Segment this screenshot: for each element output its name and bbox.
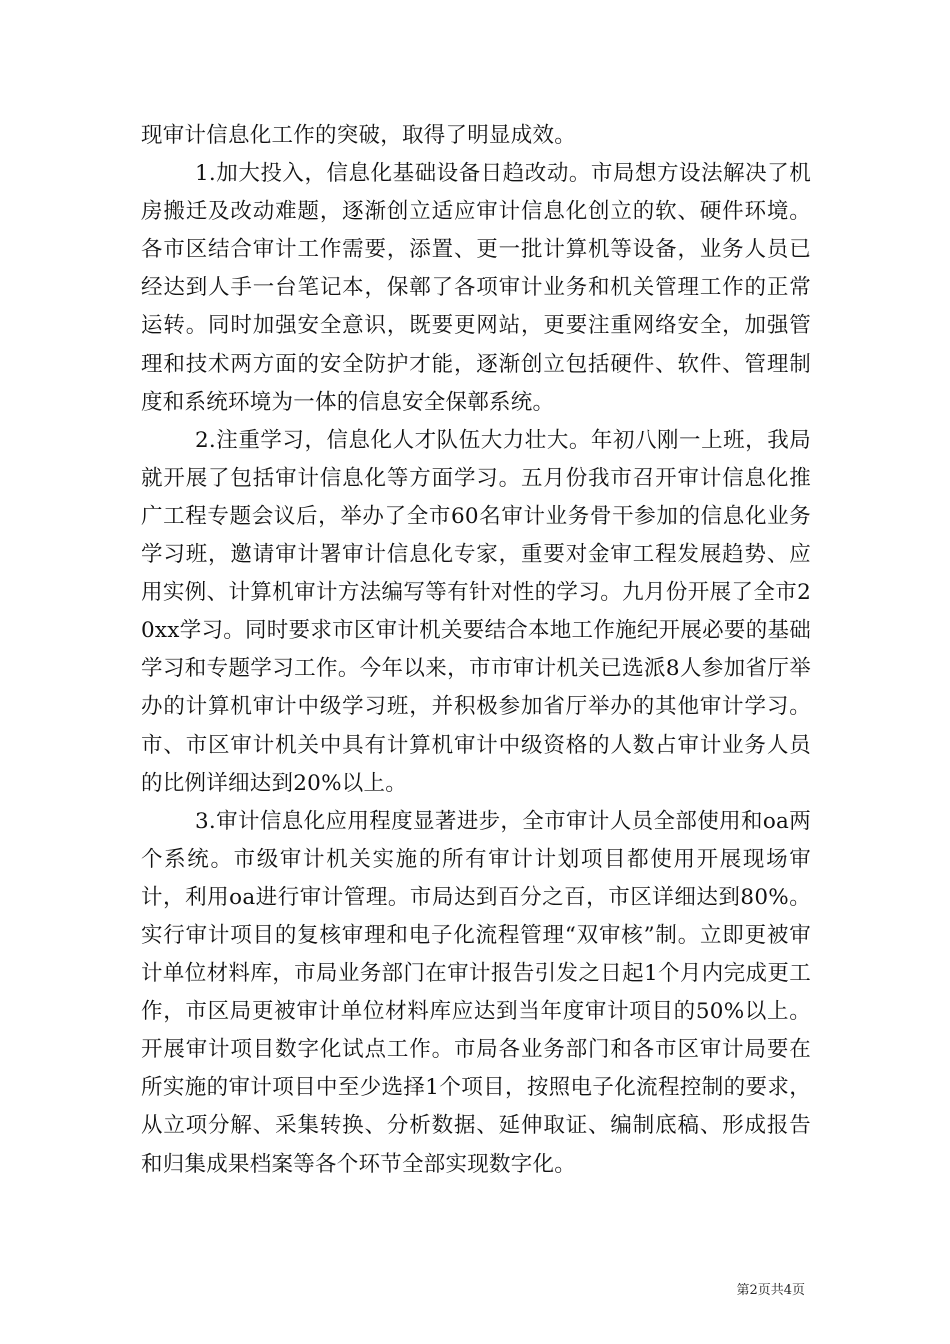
paragraph-continuation: 现审计信息化工作的突破，取得了明显成效。 xyxy=(141,123,577,148)
paragraph-item-1: 1.加大投入，信息化基础设备日趋改动。市局想方设法解决了机房搬迁及改动难题，逐渐创立适应审计信息化创立的软、硬件环境。各市区结合审计工作需要，添置、更一批计算机等设备，业务人员已经达到人手一台笔记本，保鄣了各项审计业务和机关管理工作的正常运转。同时加强安全意识，既要更网站，更要注重网络安全，加强管理和技术两方面的安全防护才能，逐渐创立包括硬件、软件、管理制度和系统环境为一体的信息安全保鄣系统。 xyxy=(141,161,811,415)
document-body xyxy=(141,117,811,1184)
paragraph-item-3: 3.审计信息化应用程度显著进步，全市审计人员全部使用和oa两个系统。市级审计机关实施的所有审计计划项目都使用开展现场审计，利用oa进行审计管理。市局达到百分之百，市区详细达到80%。实行审计项目的复核审理和电子化流程管理“双审核”制。立即更被审计单位材料库，市局业务部门在审计报告引发之日起1个月内完成更工作，市区局更被审计单位材料库应达到当年度审计项目的50%以上。开展审计项目数字化试点工作。市局各业务部门和各市区审计局要在所实施的审计项目中至少选择1个项目，按照电子化流程控制的要求，从立项分解、采集转换、分析数据、延伸取证、编制底稿、形成报告和归集成果档案等各个环节全部实现数字化。 xyxy=(141,808,811,1177)
paragraph-item-2: 2.注重学习，信息化人才队伍大力壮大。年初八刚一上班，我局就开展了包括审计信息化等方面学习。五月份我市召开审计信息化推广工程专题会议后，举办了全市60名审计业务骨干参加的信息化业务学习班，邀请审计署审计信息化专家，重要对金审工程发展趋势、应用实例、计算机审计方法编写等有针对性的学习。九月份开展了全市20xx学习。同时要求市区审计机关要结合本地工作施纪开展必要的基础学习和专题学习工作。今年以来，市市审计机关已选派8人参加省厅举办的计算机审计中级学习班，并积极参加省厅举办的其他审计学习。市、市区审计机关中具有计算机审计中级资格的人数占审计业务人员的比例详细达到20%以上。 xyxy=(141,427,811,796)
page-number-footer: 第2页共4页 xyxy=(736,1283,805,1298)
